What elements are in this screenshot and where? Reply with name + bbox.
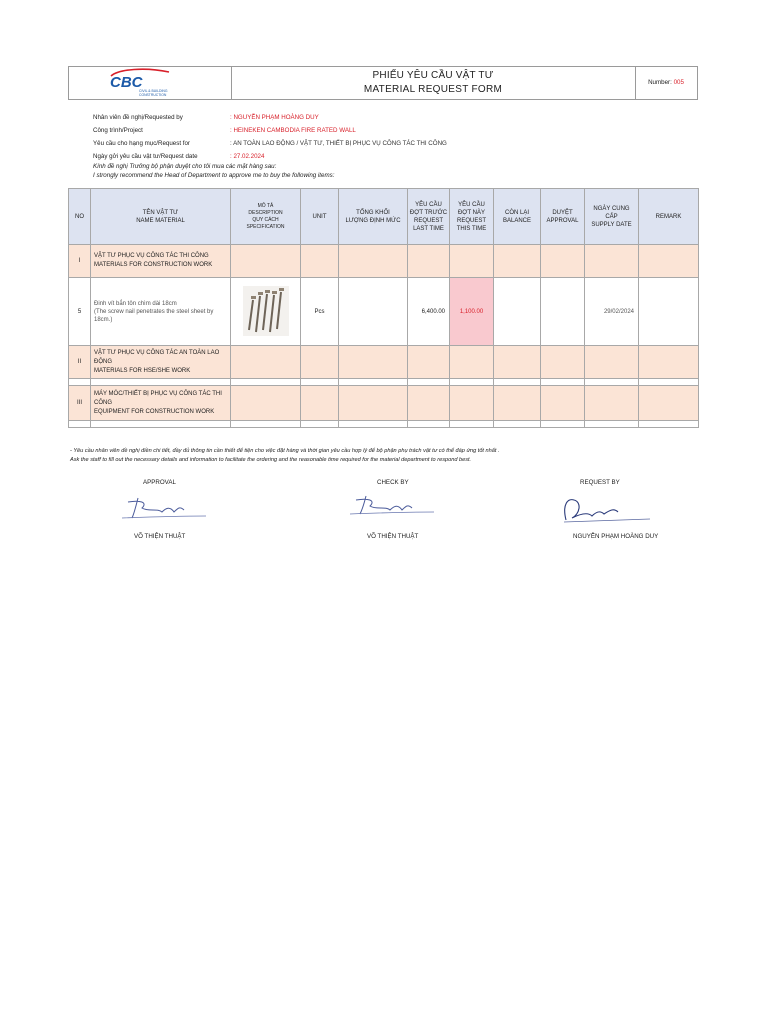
item-name: Đinh vít bắn tôn chìm dài 18cm (The screw nail penetrates the steel sheet by 18cm.) — [91, 278, 231, 346]
screw-image — [243, 286, 289, 336]
recommend-en: I strongly recommend the Head of Department to approve me to buy the following items: — [93, 172, 335, 179]
section-no: II — [69, 346, 91, 379]
section-label: MÁY MÓC/THIẾT BỊ PHỤC VỤ CÔNG TÁC THI CÔNG EQUIPMENT FOR CONSTRUCTION WORK — [91, 386, 231, 421]
col-this-time: YÊU CẦU ĐỢT NÀY REQUEST THIS TIME — [450, 189, 494, 245]
col-supply-date: NGÀY CUNG CẤP SUPPLY DATE — [585, 189, 639, 245]
section-label: VẬT TƯ PHỤC VỤ CÔNG TÁC THI CÔNG MATERIALS FOR CONSTRUCTION WORK — [91, 245, 231, 278]
note-vn: - Yêu cầu nhân viên đề nghị điền chi tiết, đầy đủ thông tin cần thiết để tiện cho việc đặt hàng và thời gian yêu cầu hợp lý để bộ phận phụ trách vật tư có thể đáp ứng tốt nhất . — [70, 448, 500, 454]
col-approval: DUYỆT APPROVAL — [541, 189, 585, 245]
request-for-value: : AN TOÀN LAO ĐỘNG / VẬT TƯ, THIẾT BỊ PHỤC VỤ CÔNG TÁC THI CÔNG — [230, 140, 447, 147]
section-row-equipment — [69, 386, 699, 421]
request-date-row — [93, 152, 265, 161]
approval-title: APPROVAL — [143, 479, 176, 486]
table-row-empty — [69, 379, 699, 386]
col-last-time: YÊU CẦU ĐỢT TRƯỚC REQUEST LAST TIME — [408, 189, 450, 245]
title-cell — [231, 67, 636, 99]
table-row — [69, 278, 699, 346]
request-by-title: REQUEST BY — [580, 479, 620, 486]
logo-cell — [69, 67, 232, 99]
check-by-title: CHECK BY — [377, 479, 409, 486]
request-by-name: NGUYỄN PHẠM HOÀNG DUY — [573, 533, 659, 540]
notes — [70, 447, 500, 464]
recommend-vn: Kính đề nghị Trưởng bộ phận duyệt cho tôi mua các mặt hàng sau: — [93, 163, 277, 170]
requested-by-value: : NGUYỄN PHẠM HOÀNG DUY — [230, 114, 319, 121]
project-label: Công trình/Project — [93, 127, 143, 134]
cbc-logo — [105, 68, 185, 98]
approval-name: VÕ THIỆN THUẬT — [134, 533, 186, 540]
number-label: Number: — [648, 79, 672, 86]
number-value: 005 — [673, 79, 684, 86]
item-image-cell — [231, 278, 301, 346]
section-label: VẬT TƯ PHỤC VỤ CÔNG TÁC AN TOÀN LAO ĐỘNG MATERIALS FOR HSE/SHE WORK — [91, 346, 231, 379]
form-header — [68, 66, 698, 100]
table-header-row — [69, 189, 699, 245]
title-vietnamese: PHIẾU YÊU CẦU VẬT TƯ — [372, 70, 494, 81]
request-date-label: Ngày gởi yêu cầu vật tư/Request date — [93, 153, 198, 160]
project-row — [93, 126, 356, 135]
section-row-construction — [69, 245, 699, 278]
item-supply-date: 29/02/2024 — [585, 278, 639, 346]
request-for-label: Yêu cầu cho hạng mục/Request for — [93, 140, 190, 147]
requested-by-row — [93, 113, 319, 122]
check-by-name: VÕ THIỆN THUẬT — [367, 533, 419, 540]
item-this-time: 1,100.00 — [450, 278, 494, 346]
col-unit: UNIT — [301, 189, 339, 245]
request-by-signature — [558, 492, 654, 528]
section-no: III — [69, 386, 91, 421]
request-for-row — [93, 139, 447, 148]
logo-subtitle-2: CONSTRUCTION — [139, 93, 167, 97]
project-value: : HEINEKEN CAMBODIA FIRE RATED WALL — [230, 127, 356, 134]
col-balance: CÒN LẠI BALANCE — [494, 189, 541, 245]
table-row-empty — [69, 421, 699, 428]
request-date-value: : 27.02.2024 — [230, 153, 265, 160]
item-last-time: 6,400.00 — [408, 278, 450, 346]
check-by-signature — [346, 492, 438, 524]
logo-text: CBC — [110, 74, 143, 91]
requested-by-label: Nhân viên đề nghị/Requested by — [93, 114, 183, 121]
col-norm: TỔNG KHỐI LƯỢNG ĐỊNH MỨC — [339, 189, 408, 245]
item-no: 5 — [69, 278, 91, 346]
material-table — [68, 188, 699, 428]
title-english: MATERIAL REQUEST FORM — [363, 84, 503, 95]
logo-subtitle-1: CIVIL & BUILDING — [139, 89, 168, 93]
col-description: MÔ TẢ DESCRIPTION QUY CÁCH SPECIFICATION — [231, 189, 301, 245]
col-no: NO — [69, 189, 91, 245]
item-unit: Pcs — [301, 278, 339, 346]
approval-signature — [118, 492, 210, 524]
col-name: TÊN VẬT TƯ NAME MATERIAL — [91, 189, 231, 245]
section-row-hse — [69, 346, 699, 379]
section-no: I — [69, 245, 91, 278]
form-number — [635, 67, 697, 99]
note-en: Ask the staff to fill out the necessary details and information to facilitate the ordering and the reasonable time required for the material department to respond best. — [70, 456, 472, 463]
col-remark: REMARK — [639, 189, 699, 245]
